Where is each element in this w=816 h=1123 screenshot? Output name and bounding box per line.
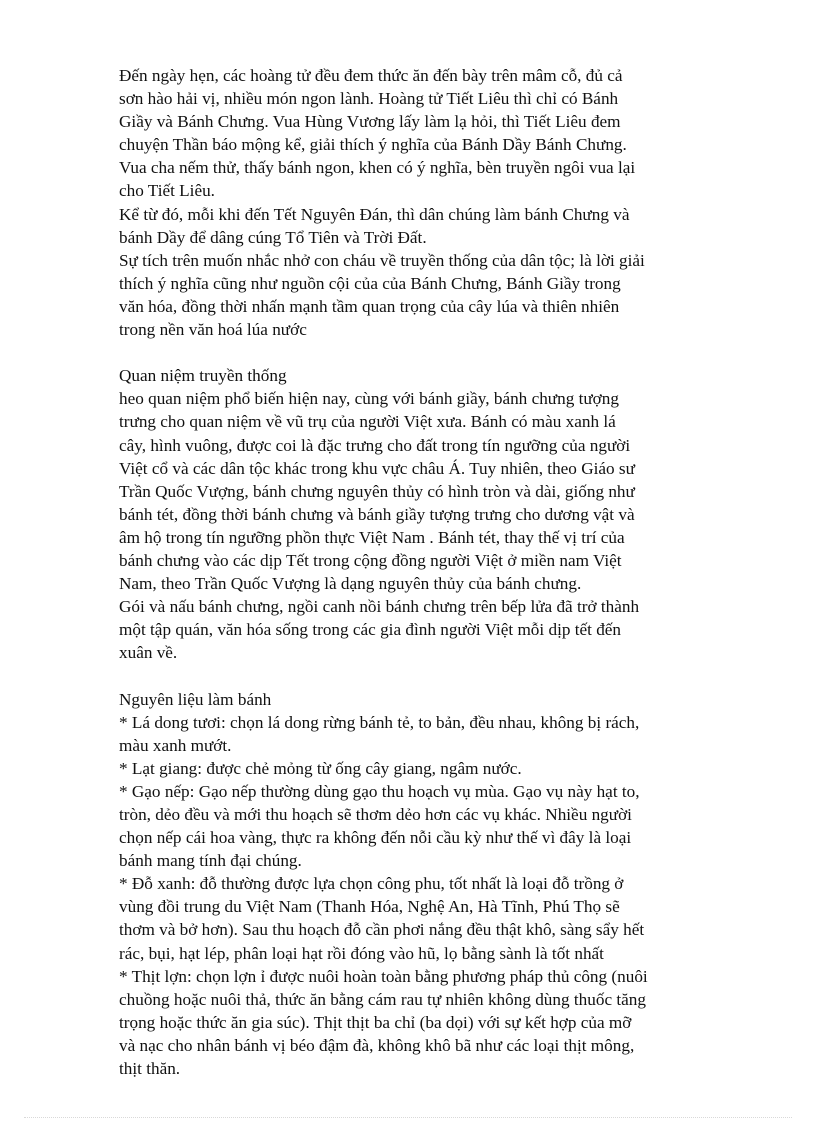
item-mung-beans — [119, 872, 709, 964]
text-line: rác, bụi, hạt lép, phân loại hạt rồi đóng vào hũ, lọ bằng sành là tốt nhất — [119, 943, 604, 963]
text-line: thích ý nghĩa cũng như nguồn cội của của Bánh Chưng, Bánh Giầy trong — [119, 273, 621, 293]
heading-traditional-concept: Quan niệm truyền thống — [119, 366, 287, 386]
text-line: chuồng hoặc nuôi thả, thức ăn bằng cám rau tự nhiên không dùng thuốc tăng — [119, 989, 646, 1009]
text-line: trưng cho quan niệm về vũ trụ của người Việt xưa. Bánh có màu xanh lá — [119, 412, 616, 432]
text-line: tròn, dẻo đều và mới thu hoạch sẽ thơm dẻo hơn các vụ khác. Nhiều người — [119, 805, 632, 824]
text-line: Vua cha nếm thử, thấy bánh ngon, khen có ý nghĩa, bèn truyền ngôi vua lại — [119, 158, 636, 178]
text-line: và nạc cho nhân bánh vị béo đậm đà, không khô bã như các loại thịt mông, — [119, 1035, 635, 1055]
text-line: * Lá dong tươi: chọn lá dong rừng bánh tẻ, to bản, đều nhau, không bị rách, — [119, 712, 640, 732]
text-line: * Lạt giang: được chẻ mỏng từ ống cây giang, ngâm nước. — [119, 758, 522, 778]
item-pork — [119, 965, 709, 1080]
text-line: * Đỗ xanh: đỗ thường được lựa chọn công phu, tốt nhất là loại đỗ trồng ở — [119, 874, 624, 894]
blank-line — [119, 664, 709, 687]
text-line: Việt cổ và các dân tộc khác trong khu vực châu Á. Tuy nhiên, theo Giáo sư — [119, 458, 635, 478]
text-line: cây, hình vuông, được coi là đặc trưng cho đất trong tín ngưỡng của người — [119, 435, 631, 455]
text-line: bánh tét, đồng thời bánh chưng và bánh giầy tượng trưng cho dương vật và — [119, 504, 635, 524]
text-line: Gói và nấu bánh chưng, ngồi canh nồi bánh chưng trên bếp lửa đã trở thành — [119, 597, 640, 617]
page-bottom-divider — [24, 1117, 792, 1118]
text-line: xuân về. — [119, 643, 178, 663]
text-line: trong nền văn hoá lúa nước — [119, 320, 307, 340]
text-line: trọng hoặc thức ăn gia súc). Thịt thịt ba chỉ (ba dọi) với sự kết hợp của mỡ — [119, 1012, 632, 1032]
item-dong-leaves — [119, 711, 709, 757]
para-tet-custom — [119, 203, 709, 249]
text-line: bánh mang tính đại chúng. — [119, 851, 302, 871]
text-line: âm hộ trong tín ngưỡng phồn thực Việt Nam . Bánh tét, thay thế vị trí của — [119, 527, 625, 547]
text-line: cho Tiết Liêu. — [119, 181, 215, 201]
para-legend-meaning — [119, 249, 709, 341]
text-line: Đến ngày hẹn, các hoàng tử đều đem thức ăn đến bày trên mâm cỗ, đủ cả — [119, 66, 623, 85]
text-line: thịt thăn. — [119, 1059, 181, 1079]
text-line: * Gạo nếp: Gạo nếp thường dùng gạo thu hoạch vụ mùa. Gạo vụ này hạt to, — [119, 781, 640, 801]
text-line: Giầy và Bánh Chưng. Vua Hùng Vương lấy làm lạ hỏi, thì Tiết Liêu đem — [119, 112, 621, 132]
text-line: thơm và bở hơn). Sau thu hoạch đỗ cần phơi nắng đều thật khô, sàng sẩy hết — [119, 920, 645, 940]
document-body — [119, 64, 709, 1080]
text-line: vùng đồi trung du Việt Nam (Thanh Hóa, Nghệ An, Hà Tĩnh, Phú Thọ sẽ — [119, 897, 620, 917]
heading-ingredients: Nguyên liệu làm bánh — [119, 689, 272, 709]
text-line: * Thịt lợn: chọn lợn ỉ được nuôi hoàn toàn bằng phương pháp thủ công (nuôi — [119, 966, 648, 986]
item-glutinous-rice — [119, 780, 709, 872]
text-line: bánh chưng vào các dịp Tết trong cộng đồng người Việt ở miền nam Việt — [119, 550, 622, 570]
para-legend-ending — [119, 64, 709, 203]
item-bamboo-strings — [119, 757, 709, 780]
text-line: bánh Dầy để dâng cúng Tổ Tiên và Trời Đất. — [119, 227, 427, 247]
text-line: Trần Quốc Vượng, bánh chưng nguyên thủy có hình tròn và dài, giống như — [119, 481, 635, 501]
para-wrapping-custom — [119, 595, 709, 664]
text-line: chuyện Thần báo mộng kể, giải thích ý nghĩa của Bánh Dầy Bánh Chưng. — [119, 135, 627, 155]
text-line: một tập quán, văn hóa sống trong các gia đình người Việt mỗi dịp tết đến — [119, 620, 622, 640]
text-line: Nam, theo Trần Quốc Vượng là dạng nguyên thủy của bánh chưng. — [119, 574, 582, 594]
blank-line — [119, 341, 709, 364]
para-traditional-concept — [119, 387, 709, 595]
text-line: Sự tích trên muốn nhắc nhở con cháu về truyền thống của dân tộc; là lời giải — [119, 250, 645, 270]
text-line: Kể từ đó, mỗi khi đến Tết Nguyên Đán, thì dân chúng làm bánh Chưng và — [119, 204, 630, 224]
text-line: màu xanh mướt. — [119, 735, 232, 755]
text-line: chọn nếp cái hoa vàng, thực ra không đến nỗi cầu kỳ như thế vì đây là loại — [119, 828, 632, 848]
text-line: văn hóa, đồng thời nhấn mạnh tầm quan trọng của cây lúa và thiên nhiên — [119, 296, 620, 316]
text-line: heo quan niệm phổ biến hiện nay, cùng với bánh giầy, bánh chưng tượng — [119, 389, 619, 409]
text-line: sơn hào hải vị, nhiều món ngon lành. Hoàng tử Tiết Liêu thì chỉ có Bánh — [119, 89, 619, 109]
